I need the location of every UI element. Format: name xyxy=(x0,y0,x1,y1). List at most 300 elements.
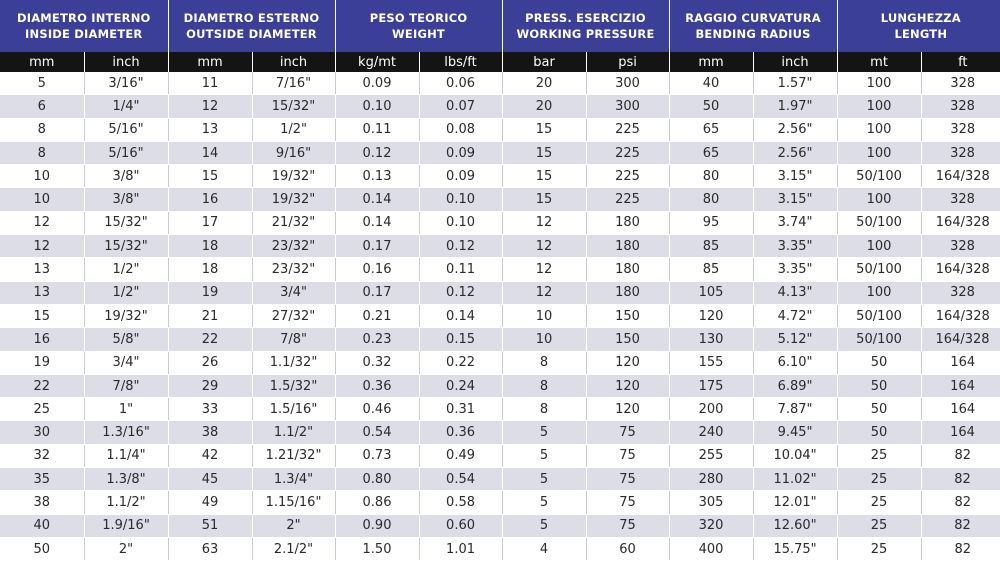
table-row xyxy=(0,235,1000,258)
table-cell: 0.23 xyxy=(335,328,419,351)
table-cell: 50/100 xyxy=(837,258,921,281)
table-cell: 50/100 xyxy=(837,211,921,234)
table-cell: 100 xyxy=(837,72,921,95)
table-cell: 10 xyxy=(0,165,84,188)
table-cell: 80 xyxy=(669,165,753,188)
table-cell: 19/32" xyxy=(84,304,168,327)
table-cell: 0.14 xyxy=(335,188,419,211)
table-cell: 12.60" xyxy=(753,514,837,537)
group-header-line2: WEIGHT xyxy=(392,27,445,41)
table-cell: 100 xyxy=(837,141,921,164)
table-cell: 6.10" xyxy=(753,351,837,374)
table-cell: 0.14 xyxy=(419,304,502,327)
table-cell: 3.15" xyxy=(753,165,837,188)
group-header-line1: DIAMETRO INTERNO xyxy=(16,11,151,25)
table-cell: 0.86 xyxy=(335,491,419,514)
table-cell: 8 xyxy=(502,398,586,421)
table-cell: 300 xyxy=(586,95,669,118)
table-cell: 4.72" xyxy=(753,304,837,327)
table-cell: 164/328 xyxy=(921,328,1000,351)
table-row xyxy=(0,211,1000,234)
table-cell: 164 xyxy=(921,421,1000,444)
table-cell: 120 xyxy=(669,304,753,327)
table-cell: 7/16" xyxy=(252,72,335,95)
table-cell: 82 xyxy=(921,537,1000,560)
table-row xyxy=(0,328,1000,351)
table-row xyxy=(0,95,1000,118)
table-cell: 1.3/16" xyxy=(84,421,168,444)
table-cell: 82 xyxy=(921,514,1000,537)
table-cell: 9/16" xyxy=(252,141,335,164)
table-cell: 328 xyxy=(921,235,1000,258)
table-cell: 6.89" xyxy=(753,374,837,397)
table-cell: 5 xyxy=(502,468,586,491)
table-row xyxy=(0,118,1000,141)
group-header-line1: LUNGHEZZA xyxy=(880,11,961,25)
table-cell: 17 xyxy=(168,211,252,234)
table-cell: 3/8" xyxy=(84,188,168,211)
table-cell: 0.16 xyxy=(335,258,419,281)
table-cell: 280 xyxy=(669,468,753,491)
table-cell: 50/100 xyxy=(837,165,921,188)
table-cell: 0.60 xyxy=(419,514,502,537)
group-header-line2: WORKING PRESSURE xyxy=(516,27,655,41)
table-cell: 11.02" xyxy=(753,468,837,491)
table-cell: 164 xyxy=(921,398,1000,421)
table-cell: 25 xyxy=(837,444,921,467)
table-cell: 5 xyxy=(502,444,586,467)
table-cell: 13 xyxy=(0,281,84,304)
table-cell: 328 xyxy=(921,72,1000,95)
table-cell: 12 xyxy=(168,95,252,118)
table-cell: 15/32" xyxy=(252,95,335,118)
table-cell: 40 xyxy=(669,72,753,95)
table-cell: 225 xyxy=(586,118,669,141)
table-cell: 0.13 xyxy=(335,165,419,188)
table-cell: 19 xyxy=(0,351,84,374)
table-cell: 2.1/2" xyxy=(252,537,335,560)
table-cell: 0.08 xyxy=(419,118,502,141)
table-row xyxy=(0,444,1000,467)
table-cell: 0.06 xyxy=(419,72,502,95)
group-header-bending-radius xyxy=(669,0,837,52)
table-cell: 400 xyxy=(669,537,753,560)
table-cell: 120 xyxy=(586,398,669,421)
unit-header-cell: mt xyxy=(837,52,921,72)
table-cell: 75 xyxy=(586,444,669,467)
table-cell: 30 xyxy=(0,421,84,444)
table-cell: 1.15/16" xyxy=(252,491,335,514)
table-cell: 6 xyxy=(0,95,84,118)
table-cell: 164/328 xyxy=(921,211,1000,234)
table-cell: 15 xyxy=(502,141,586,164)
group-header-inside-diameter xyxy=(0,0,168,52)
unit-header-cell: kg/mt xyxy=(335,52,419,72)
table-cell: 0.14 xyxy=(335,211,419,234)
table-cell: 16 xyxy=(0,328,84,351)
table-cell: 7/8" xyxy=(252,328,335,351)
table-cell: 5/16" xyxy=(84,141,168,164)
unit-header-cell: psi xyxy=(586,52,669,72)
table-cell: 180 xyxy=(586,211,669,234)
table-cell: 164 xyxy=(921,374,1000,397)
unit-header-cell: mm xyxy=(0,52,84,72)
table-cell: 25 xyxy=(0,398,84,421)
group-header-line2: INSIDE DIAMETER xyxy=(25,27,143,41)
table-cell: 10 xyxy=(502,304,586,327)
group-header-outside-diameter xyxy=(168,0,335,52)
table-cell: 1.50 xyxy=(335,537,419,560)
table-cell: 16 xyxy=(168,188,252,211)
unit-header-cell: ft xyxy=(921,52,1000,72)
table-cell: 15/32" xyxy=(84,211,168,234)
table-cell: 15 xyxy=(502,118,586,141)
table-cell: 85 xyxy=(669,235,753,258)
table-cell: 50 xyxy=(837,351,921,374)
table-row xyxy=(0,165,1000,188)
table-cell: 7.87" xyxy=(753,398,837,421)
table-cell: 3.74" xyxy=(753,211,837,234)
table-cell: 12 xyxy=(0,211,84,234)
table-cell: 50 xyxy=(0,537,84,560)
table-cell: 2" xyxy=(252,514,335,537)
table-cell: 120 xyxy=(586,374,669,397)
table-cell: 120 xyxy=(586,351,669,374)
group-header-line2: LENGTH xyxy=(894,27,948,41)
table-cell: 15 xyxy=(502,165,586,188)
table-cell: 49 xyxy=(168,491,252,514)
table-cell: 130 xyxy=(669,328,753,351)
table-cell: 0.11 xyxy=(335,118,419,141)
table-cell: 65 xyxy=(669,141,753,164)
table-cell: 1/2" xyxy=(84,258,168,281)
table-cell: 305 xyxy=(669,491,753,514)
table-cell: 5 xyxy=(0,72,84,95)
table-cell: 11 xyxy=(168,72,252,95)
table-cell: 328 xyxy=(921,281,1000,304)
unit-header-cell: mm xyxy=(669,52,753,72)
table-cell: 13 xyxy=(0,258,84,281)
table-cell: 12.01" xyxy=(753,491,837,514)
table-cell: 26 xyxy=(168,351,252,374)
table-cell: 82 xyxy=(921,444,1000,467)
table-cell: 150 xyxy=(586,304,669,327)
table-cell: 100 xyxy=(837,281,921,304)
table-cell: 12 xyxy=(502,281,586,304)
table-cell: 0.12 xyxy=(335,141,419,164)
table-cell: 1.1/2" xyxy=(252,421,335,444)
table-cell: 15 xyxy=(168,165,252,188)
table-cell: 12 xyxy=(0,235,84,258)
table-cell: 175 xyxy=(669,374,753,397)
table-cell: 1.1/32" xyxy=(252,351,335,374)
table-cell: 1.21/32" xyxy=(252,444,335,467)
table-cell: 18 xyxy=(168,258,252,281)
table-cell: 25 xyxy=(837,491,921,514)
table-cell: 0.49 xyxy=(419,444,502,467)
table-cell: 0.24 xyxy=(419,374,502,397)
table-cell: 60 xyxy=(586,537,669,560)
table-cell: 255 xyxy=(669,444,753,467)
table-cell: 0.73 xyxy=(335,444,419,467)
table-cell: 15.75" xyxy=(753,537,837,560)
table-cell: 8 xyxy=(502,351,586,374)
table-cell: 1.5/32" xyxy=(252,374,335,397)
table-cell: 225 xyxy=(586,141,669,164)
table-cell: 2.56" xyxy=(753,141,837,164)
table-cell: 15 xyxy=(0,304,84,327)
table-cell: 32 xyxy=(0,444,84,467)
table-cell: 150 xyxy=(586,328,669,351)
table-cell: 65 xyxy=(669,118,753,141)
table-cell: 0.09 xyxy=(335,72,419,95)
table-cell: 38 xyxy=(0,491,84,514)
table-cell: 0.80 xyxy=(335,468,419,491)
table-cell: 50 xyxy=(837,374,921,397)
table-cell: 1.3/8" xyxy=(84,468,168,491)
table-cell: 328 xyxy=(921,95,1000,118)
table-cell: 21 xyxy=(168,304,252,327)
table-cell: 3/16" xyxy=(84,72,168,95)
table-cell: 2" xyxy=(84,537,168,560)
table-cell: 38 xyxy=(168,421,252,444)
group-header-line1: RAGGIO CURVATURA xyxy=(685,11,821,25)
table-cell: 0.15 xyxy=(419,328,502,351)
table-cell: 75 xyxy=(586,421,669,444)
table-cell: 3/8" xyxy=(84,165,168,188)
table-cell: 85 xyxy=(669,258,753,281)
table-body xyxy=(0,72,1000,561)
table-cell: 3.35" xyxy=(753,258,837,281)
table-cell: 0.10 xyxy=(419,211,502,234)
table-row xyxy=(0,514,1000,537)
table-cell: 50 xyxy=(837,421,921,444)
table-cell: 19 xyxy=(168,281,252,304)
table-cell: 0.17 xyxy=(335,281,419,304)
unit-header-cell: inch xyxy=(753,52,837,72)
table-cell: 155 xyxy=(669,351,753,374)
table-cell: 23/32" xyxy=(252,235,335,258)
table-cell: 1.1/4" xyxy=(84,444,168,467)
table-cell: 105 xyxy=(669,281,753,304)
table-row xyxy=(0,72,1000,95)
group-header-line2: OUTSIDE DIAMETER xyxy=(186,27,317,41)
table-cell: 12 xyxy=(502,258,586,281)
table-cell: 23/32" xyxy=(252,258,335,281)
table-cell: 164 xyxy=(921,351,1000,374)
table-cell: 75 xyxy=(586,514,669,537)
table-cell: 0.58 xyxy=(419,491,502,514)
table-row xyxy=(0,374,1000,397)
table-cell: 75 xyxy=(586,468,669,491)
table-cell: 1.01 xyxy=(419,537,502,560)
table-row xyxy=(0,141,1000,164)
table-cell: 1/4" xyxy=(84,95,168,118)
table-cell: 35 xyxy=(0,468,84,491)
table-cell: 2.56" xyxy=(753,118,837,141)
table-cell: 29 xyxy=(168,374,252,397)
table-cell: 0.12 xyxy=(419,235,502,258)
table-cell: 0.09 xyxy=(419,141,502,164)
group-header-weight xyxy=(335,0,502,52)
table-cell: 0.31 xyxy=(419,398,502,421)
table-cell: 0.12 xyxy=(419,281,502,304)
table-cell: 0.90 xyxy=(335,514,419,537)
table-cell: 5 xyxy=(502,514,586,537)
unit-header-cell: bar xyxy=(502,52,586,72)
table-cell: 200 xyxy=(669,398,753,421)
table-cell: 20 xyxy=(502,95,586,118)
table-cell: 100 xyxy=(837,118,921,141)
table-cell: 0.54 xyxy=(335,421,419,444)
table-row xyxy=(0,491,1000,514)
table-cell: 5/8" xyxy=(84,328,168,351)
table-cell: 12 xyxy=(502,235,586,258)
group-header-length xyxy=(837,0,1000,52)
table-cell: 50 xyxy=(669,95,753,118)
table-cell: 12 xyxy=(502,211,586,234)
table-cell: 328 xyxy=(921,188,1000,211)
table-cell: 25 xyxy=(837,537,921,560)
table-cell: 10 xyxy=(502,328,586,351)
table-cell: 240 xyxy=(669,421,753,444)
table-cell: 8 xyxy=(0,141,84,164)
table-cell: 7/8" xyxy=(84,374,168,397)
table-cell: 225 xyxy=(586,188,669,211)
table-cell: 225 xyxy=(586,165,669,188)
table-cell: 82 xyxy=(921,491,1000,514)
table-cell: 0.17 xyxy=(335,235,419,258)
table-cell: 22 xyxy=(0,374,84,397)
table-cell: 164/328 xyxy=(921,165,1000,188)
table-row xyxy=(0,188,1000,211)
table-cell: 15 xyxy=(502,188,586,211)
table-cell: 180 xyxy=(586,235,669,258)
table-cell: 3.35" xyxy=(753,235,837,258)
table-cell: 5.12" xyxy=(753,328,837,351)
table-cell: 25 xyxy=(837,514,921,537)
table-row xyxy=(0,398,1000,421)
table-cell: 5 xyxy=(502,491,586,514)
table-cell: 0.36 xyxy=(419,421,502,444)
table-cell: 10 xyxy=(0,188,84,211)
table-cell: 164/328 xyxy=(921,304,1000,327)
group-header-line1: PESO TEORICO xyxy=(369,11,468,25)
table-cell: 5 xyxy=(502,421,586,444)
group-header-line1: PRESS. ESERCIZIO xyxy=(525,11,646,25)
group-header-line2: BENDING RADIUS xyxy=(695,27,811,41)
table-row xyxy=(0,421,1000,444)
table-cell: 180 xyxy=(586,281,669,304)
unit-header-cell: lbs/ft xyxy=(419,52,502,72)
table-cell: 0.36 xyxy=(335,374,419,397)
table-cell: 95 xyxy=(669,211,753,234)
group-header-line1: DIAMETRO ESTERNO xyxy=(183,11,320,25)
table-cell: 1.5/16" xyxy=(252,398,335,421)
table-cell: 51 xyxy=(168,514,252,537)
table-cell: 75 xyxy=(586,491,669,514)
table-cell: 19/32" xyxy=(252,188,335,211)
table-cell: 180 xyxy=(586,258,669,281)
table-row xyxy=(0,258,1000,281)
table-cell: 42 xyxy=(168,444,252,467)
table-cell: 100 xyxy=(837,95,921,118)
unit-header-row xyxy=(0,52,1000,72)
table-cell: 5/16" xyxy=(84,118,168,141)
table-cell: 33 xyxy=(168,398,252,421)
table-cell: 3.15" xyxy=(753,188,837,211)
table-cell: 0.46 xyxy=(335,398,419,421)
table-cell: 1/2" xyxy=(252,118,335,141)
table-cell: 10.04" xyxy=(753,444,837,467)
table-cell: 100 xyxy=(837,188,921,211)
table-cell: 80 xyxy=(669,188,753,211)
table-cell: 13 xyxy=(168,118,252,141)
table-cell: 82 xyxy=(921,468,1000,491)
table-cell: 50 xyxy=(837,398,921,421)
table-cell: 8 xyxy=(0,118,84,141)
table-cell: 22 xyxy=(168,328,252,351)
table-cell: 1.9/16" xyxy=(84,514,168,537)
table-cell: 18 xyxy=(168,235,252,258)
table-cell: 1.3/4" xyxy=(252,468,335,491)
table-cell: 0.09 xyxy=(419,165,502,188)
table-cell: 45 xyxy=(168,468,252,491)
unit-header-cell: inch xyxy=(84,52,168,72)
table-cell: 40 xyxy=(0,514,84,537)
table-cell: 0.10 xyxy=(335,95,419,118)
table-cell: 0.07 xyxy=(419,95,502,118)
table-cell: 0.21 xyxy=(335,304,419,327)
unit-header-cell: mm xyxy=(168,52,252,72)
table-cell: 50/100 xyxy=(837,304,921,327)
table-cell: 0.22 xyxy=(419,351,502,374)
table-cell: 50/100 xyxy=(837,328,921,351)
table-cell: 0.11 xyxy=(419,258,502,281)
table-row xyxy=(0,351,1000,374)
table-cell: 164/328 xyxy=(921,258,1000,281)
table-cell: 320 xyxy=(669,514,753,537)
table-cell: 14 xyxy=(168,141,252,164)
table-cell: 4.13" xyxy=(753,281,837,304)
table-cell: 21/32" xyxy=(252,211,335,234)
table-row xyxy=(0,304,1000,327)
table-cell: 15/32" xyxy=(84,235,168,258)
group-header-working-pressure xyxy=(502,0,669,52)
table-cell: 3/4" xyxy=(84,351,168,374)
table-cell: 328 xyxy=(921,141,1000,164)
table-cell: 27/32" xyxy=(252,304,335,327)
table-cell: 20 xyxy=(502,72,586,95)
table-cell: 9.45" xyxy=(753,421,837,444)
table-cell: 328 xyxy=(921,118,1000,141)
table-cell: 4 xyxy=(502,537,586,560)
table-cell: 1.1/2" xyxy=(84,491,168,514)
table-cell: 63 xyxy=(168,537,252,560)
table-cell: 1" xyxy=(84,398,168,421)
table-cell: 300 xyxy=(586,72,669,95)
table-row xyxy=(0,468,1000,491)
table-cell: 3/4" xyxy=(252,281,335,304)
unit-header-cell: inch xyxy=(252,52,335,72)
table-cell: 8 xyxy=(502,374,586,397)
table-row xyxy=(0,281,1000,304)
group-header-row xyxy=(0,0,1000,52)
table-cell: 0.10 xyxy=(419,188,502,211)
table-cell: 0.32 xyxy=(335,351,419,374)
table-cell: 25 xyxy=(837,468,921,491)
table-cell: 1.97" xyxy=(753,95,837,118)
